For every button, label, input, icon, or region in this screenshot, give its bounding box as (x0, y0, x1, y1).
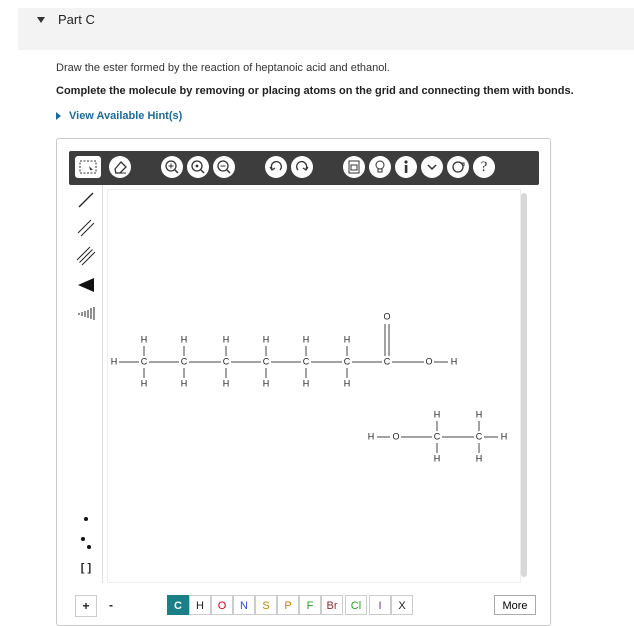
eraser-icon[interactable] (109, 156, 131, 178)
atom-label: H (475, 409, 483, 420)
part-title: Part C (58, 12, 95, 27)
atom-label: H (450, 356, 458, 367)
atom-label: C (262, 356, 270, 367)
atom-label: H (500, 431, 508, 442)
atom-label: H (302, 334, 310, 345)
light-bulb-icon[interactable] (369, 156, 391, 178)
double-bond-icon[interactable] (73, 217, 99, 239)
element-button-f[interactable]: F (299, 595, 321, 615)
atom-label: C (180, 356, 188, 367)
zoom-out-icon[interactable] (213, 156, 235, 178)
atom-label: H (475, 453, 483, 464)
element-button-i[interactable]: I (369, 595, 391, 615)
element-toolbar (69, 591, 539, 619)
instruction-text: Draw the ester formed by the reaction of heptanoic acid and ethanol. (56, 62, 390, 74)
element-button-s[interactable]: S (255, 595, 277, 615)
redo-icon[interactable] (291, 156, 313, 178)
atom-label: H (262, 334, 270, 345)
atom-label: C (302, 356, 310, 367)
collapse-caret-icon[interactable] (37, 17, 45, 23)
atom-label: H (367, 431, 375, 442)
triple-bond-icon[interactable] (73, 245, 99, 267)
atom-label: H (262, 378, 270, 389)
element-button-c[interactable]: C (167, 595, 189, 615)
atom-label: H (140, 334, 148, 345)
atom-label: C (222, 356, 230, 367)
positive-charge-button[interactable]: + (75, 595, 97, 617)
chevron-down-icon[interactable] (421, 156, 443, 178)
template-icon[interactable] (343, 156, 365, 178)
help-icon[interactable]: ? (473, 156, 495, 178)
atom-label: H (433, 453, 441, 464)
atom-label: O (392, 431, 400, 442)
undo-icon[interactable] (265, 156, 287, 178)
wedge-bond-icon[interactable] (73, 273, 99, 295)
element-button-h[interactable]: H (189, 595, 211, 615)
element-button-br[interactable]: Br (321, 595, 343, 615)
drawing-canvas[interactable] (107, 189, 521, 583)
element-button-x[interactable]: X (391, 595, 413, 615)
atom-label: H (222, 334, 230, 345)
atom-label: H (180, 378, 188, 389)
atom-label: C (433, 431, 441, 442)
atom-label: H (180, 334, 188, 345)
info-icon[interactable] (395, 156, 417, 178)
bond-toolbar (69, 185, 103, 583)
atom-label: H (302, 378, 310, 389)
molecule-drawing (108, 190, 520, 582)
atom-label: O (383, 311, 391, 322)
bracket-icon[interactable]: [ ] (80, 562, 92, 574)
hash-bond-icon[interactable] (73, 301, 99, 323)
expand-triangle-icon (56, 112, 61, 120)
atom-label: C (140, 356, 148, 367)
atom-label: H (140, 378, 148, 389)
atom-label: O (425, 356, 433, 367)
marquee-select-icon[interactable] (75, 156, 101, 178)
ring-icon[interactable] (447, 156, 469, 178)
lone-pair-icon[interactable] (73, 532, 99, 554)
zoom-reset-icon[interactable] (187, 156, 209, 178)
element-button-cl[interactable]: Cl (345, 595, 367, 615)
molecule-editor (56, 138, 551, 626)
atom-label: H (343, 334, 351, 345)
view-hints-link[interactable] (56, 110, 182, 122)
editor-toolbar (69, 151, 539, 185)
single-bond-icon[interactable] (73, 189, 99, 211)
atom-label: H (222, 378, 230, 389)
atom-label: H (433, 409, 441, 420)
zoom-in-icon[interactable] (161, 156, 183, 178)
instruction-bold-text: Complete the molecule by removing or placing atoms on the grid and connecting them with bonds. (56, 85, 574, 97)
more-elements-button[interactable]: More (494, 595, 536, 615)
view-hints-label: View Available Hint(s) (69, 110, 183, 122)
atom-label: H (110, 356, 118, 367)
atom-label: C (343, 356, 351, 367)
element-button-o[interactable]: O (211, 595, 233, 615)
part-header[interactable] (18, 8, 634, 50)
atom-label: H (343, 378, 351, 389)
atom-label: C (475, 431, 483, 442)
radical-icon[interactable] (73, 508, 99, 530)
atom-label: C (383, 356, 391, 367)
canvas-scrollbar[interactable] (521, 193, 527, 577)
element-button-p[interactable]: P (277, 595, 299, 615)
negative-charge-button[interactable]: - (101, 595, 121, 615)
element-button-n[interactable]: N (233, 595, 255, 615)
